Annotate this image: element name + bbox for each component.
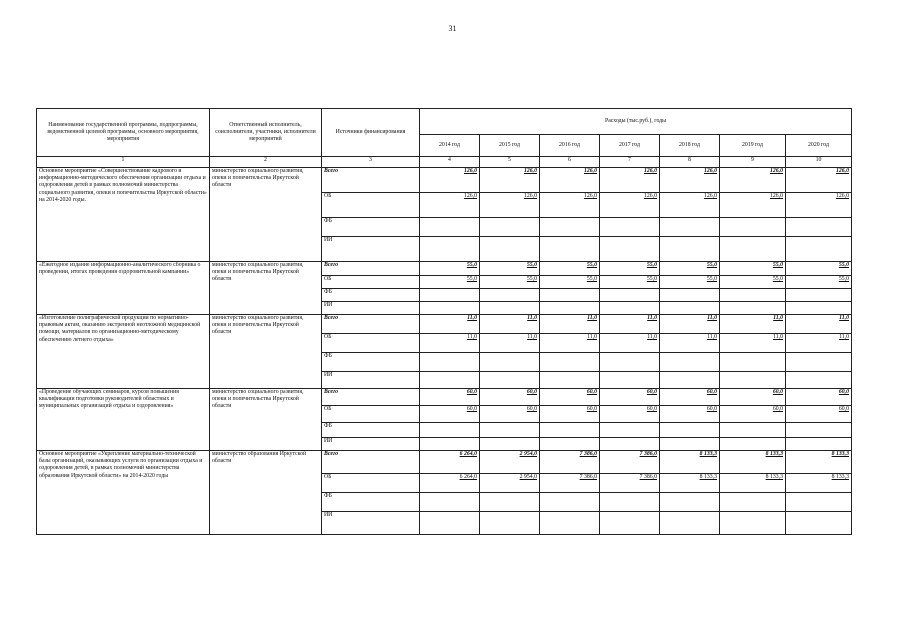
executor: министерство социального развития, опеки и попечительства Иркутской области (210, 315, 322, 389)
amount-empty (660, 218, 720, 237)
amount-ob: 55,0 (540, 276, 600, 289)
header-year: 2014 год (420, 135, 480, 157)
amount-empty (720, 218, 786, 237)
amount-total: 11,0 (540, 315, 600, 334)
amount-total: 8 133,3 (720, 451, 786, 474)
amount-total: 60,0 (480, 389, 540, 406)
amount-empty (600, 512, 660, 535)
amount-empty (720, 493, 786, 512)
funding-source-fb: ФБ (322, 493, 420, 512)
amount-empty (660, 353, 720, 372)
amount-total: 7 386,0 (600, 451, 660, 474)
amount-empty (660, 289, 720, 302)
amount-empty (480, 218, 540, 237)
column-number: 1 (37, 157, 210, 168)
header-name: Наименование государственной программы, подпрограммы, ведомственной целевой программы, основного мероприятия, мероприятия (37, 109, 210, 157)
amount-ob: 11,0 (660, 334, 720, 353)
header-year: 2019 год (720, 135, 786, 157)
funding-source-fb: ФБ (322, 289, 420, 302)
amount-empty (600, 353, 660, 372)
amount-total: 2 954,0 (480, 451, 540, 474)
header-year: 2015 год (480, 135, 540, 157)
column-number: 6 (540, 157, 600, 168)
amount-ob: 55,0 (720, 276, 786, 289)
amount-empty (540, 353, 600, 372)
amount-empty (420, 237, 480, 262)
amount-empty (786, 289, 852, 302)
header-year: 2020 год (786, 135, 852, 157)
amount-ob: 126,0 (660, 193, 720, 218)
funding-source-total: Всего (322, 168, 420, 193)
amount-empty (786, 512, 852, 535)
amount-empty (600, 493, 660, 512)
funding-source-ob: ОБ (322, 193, 420, 218)
column-number: 7 (600, 157, 660, 168)
amount-total: 11,0 (660, 315, 720, 334)
amount-empty (420, 438, 480, 451)
amount-empty (480, 438, 540, 451)
column-number: 9 (720, 157, 786, 168)
funding-source-total: Всего (322, 315, 420, 334)
amount-empty (600, 302, 660, 315)
amount-ob: 126,0 (420, 193, 480, 218)
amount-ob: 126,0 (786, 193, 852, 218)
amount-empty (786, 353, 852, 372)
amount-total: 55,0 (786, 262, 852, 276)
executor: министерство социального развития, опеки и попечительства Иркутской области (210, 262, 322, 315)
amount-empty (660, 237, 720, 262)
table-row (37, 315, 852, 334)
amount-empty (600, 218, 660, 237)
amount-ob: 8 133,3 (786, 474, 852, 493)
measure-name: Основное мероприятие «Совершенствование кадрового и информационно-методического обеспечения организации отдыха и оздоровления детей в рамках полномочий министерства социального развития, опеки и попечительства Иркутской области» на 2014-2020 годы. (37, 168, 210, 262)
amount-total: 60,0 (786, 389, 852, 406)
amount-total: 55,0 (480, 262, 540, 276)
funding-source-fb: ФБ (322, 423, 420, 438)
amount-total: 60,0 (540, 389, 600, 406)
executor: министерство социального развития, опеки и попечительства Иркутской области (210, 389, 322, 451)
amount-ob: 8 133,3 (660, 474, 720, 493)
funding-source-ii: ИИ (322, 237, 420, 262)
column-number: 10 (786, 157, 852, 168)
amount-total: 55,0 (600, 262, 660, 276)
amount-total: 11,0 (600, 315, 660, 334)
amount-empty (786, 302, 852, 315)
amount-empty (480, 302, 540, 315)
amount-empty (600, 423, 660, 438)
amount-empty (540, 512, 600, 535)
table-row (37, 262, 852, 276)
header-year: 2016 год (540, 135, 600, 157)
table-row (37, 451, 852, 474)
amount-empty (420, 353, 480, 372)
amount-empty (660, 302, 720, 315)
amount-total: 126,0 (786, 168, 852, 193)
amount-total: 126,0 (660, 168, 720, 193)
amount-empty (480, 289, 540, 302)
amount-ob: 126,0 (720, 193, 786, 218)
measure-name: «Изготовление полиграфической продукции по нормативно-правовым актам, оказанию экстренной неотложной медицинской помощи, материалов по организационно-методическому обеспечению летнего отдыха» (37, 315, 210, 389)
amount-total: 8 133,3 (660, 451, 720, 474)
amount-total: 11,0 (420, 315, 480, 334)
amount-empty (540, 289, 600, 302)
amount-total: 55,0 (420, 262, 480, 276)
amount-empty (720, 423, 786, 438)
amount-ob: 126,0 (540, 193, 600, 218)
column-number: 2 (210, 157, 322, 168)
amount-empty (480, 512, 540, 535)
amount-empty (480, 423, 540, 438)
amount-empty (600, 237, 660, 262)
funding-source-ob: ОБ (322, 334, 420, 353)
amount-empty (480, 353, 540, 372)
amount-empty (420, 493, 480, 512)
amount-total: 55,0 (660, 262, 720, 276)
amount-total: 11,0 (786, 315, 852, 334)
funding-source-total: Всего (322, 389, 420, 406)
amount-empty (540, 493, 600, 512)
amount-empty (660, 372, 720, 389)
amount-ob: 55,0 (600, 276, 660, 289)
amount-ob: 60,0 (660, 406, 720, 423)
amount-ob: 55,0 (786, 276, 852, 289)
amount-total: 126,0 (720, 168, 786, 193)
amount-total: 126,0 (540, 168, 600, 193)
amount-empty (720, 237, 786, 262)
funding-source-total: Всего (322, 451, 420, 474)
funding-source-ob: ОБ (322, 276, 420, 289)
amount-ob: 55,0 (420, 276, 480, 289)
column-number: 3 (322, 157, 420, 168)
executor: министерство образования Иркутской области (210, 451, 322, 535)
funding-source-ii: ИИ (322, 512, 420, 535)
amount-total: 7 386,0 (540, 451, 600, 474)
amount-ob: 7 386,0 (600, 474, 660, 493)
header-expenses: Расходы (тыс.руб.), годы (420, 109, 852, 135)
funding-source-ii: ИИ (322, 372, 420, 389)
amount-ob: 2 954,0 (480, 474, 540, 493)
executor: министерство социального развития, опеки и попечительства Иркутской области (210, 168, 322, 262)
amount-ob: 60,0 (540, 406, 600, 423)
amount-empty (786, 423, 852, 438)
funding-source-ob: ОБ (322, 474, 420, 493)
amount-total: 126,0 (420, 168, 480, 193)
amount-empty (540, 302, 600, 315)
amount-empty (600, 438, 660, 451)
amount-empty (786, 218, 852, 237)
budget-table (36, 108, 852, 535)
header-executor: Ответственный исполнитель, соисполнители, участники, исполнители мероприятий (210, 109, 322, 157)
amount-empty (420, 289, 480, 302)
amount-empty (720, 289, 786, 302)
amount-total: 6 264,0 (420, 451, 480, 474)
amount-ob: 8 133,3 (720, 474, 786, 493)
amount-total: 60,0 (600, 389, 660, 406)
amount-total: 55,0 (540, 262, 600, 276)
amount-ob: 11,0 (420, 334, 480, 353)
amount-empty (660, 423, 720, 438)
amount-empty (480, 237, 540, 262)
amount-ob: 11,0 (720, 334, 786, 353)
amount-total: 11,0 (480, 315, 540, 334)
funding-source-ob: ОБ (322, 406, 420, 423)
amount-empty (480, 372, 540, 389)
amount-total: 60,0 (420, 389, 480, 406)
amount-total: 8 133,3 (786, 451, 852, 474)
header-source: Источники финансирования (322, 109, 420, 157)
amount-ob: 60,0 (420, 406, 480, 423)
funding-source-ii: ИИ (322, 302, 420, 315)
amount-empty (540, 423, 600, 438)
amount-ob: 60,0 (720, 406, 786, 423)
amount-ob: 55,0 (480, 276, 540, 289)
funding-source-total: Всего (322, 262, 420, 276)
amount-empty (540, 218, 600, 237)
amount-empty (660, 493, 720, 512)
amount-total: 126,0 (480, 168, 540, 193)
measure-name: «Проведение обучающих семинаров, курсов повышения квалификации подготовки руководителей областных и муниципальных организаций отдыха и оздоровления» (37, 389, 210, 451)
amount-empty (540, 372, 600, 389)
amount-ob: 6 264,0 (420, 474, 480, 493)
amount-ob: 11,0 (786, 334, 852, 353)
column-number: 8 (660, 157, 720, 168)
amount-total: 60,0 (720, 389, 786, 406)
amount-empty (420, 372, 480, 389)
amount-empty (600, 289, 660, 302)
amount-empty (720, 438, 786, 451)
amount-empty (786, 438, 852, 451)
amount-ob: 7 386,0 (540, 474, 600, 493)
funding-source-ii: ИИ (322, 438, 420, 451)
amount-ob: 126,0 (600, 193, 660, 218)
amount-ob: 55,0 (660, 276, 720, 289)
table-row (37, 389, 852, 406)
amount-ob: 60,0 (786, 406, 852, 423)
amount-ob: 11,0 (600, 334, 660, 353)
header-year: 2017 год (600, 135, 660, 157)
amount-empty (420, 302, 480, 315)
header-year: 2018 год (660, 135, 720, 157)
amount-empty (420, 218, 480, 237)
amount-total: 126,0 (600, 168, 660, 193)
amount-empty (720, 302, 786, 315)
amount-ob: 60,0 (480, 406, 540, 423)
amount-ob: 11,0 (540, 334, 600, 353)
amount-empty (660, 512, 720, 535)
amount-empty (660, 438, 720, 451)
amount-empty (720, 512, 786, 535)
measure-name: Основное мероприятие «Укрепление материально-технической базы организаций, оказывающих услуги по организации отдыха и оздоровления детей, в рамках полномочий министерства образования Иркутской области» на 2014-2020 годы (37, 451, 210, 535)
amount-empty (786, 372, 852, 389)
amount-ob: 11,0 (480, 334, 540, 353)
amount-empty (720, 372, 786, 389)
amount-total: 60,0 (660, 389, 720, 406)
amount-empty (720, 353, 786, 372)
amount-empty (420, 423, 480, 438)
measure-name: «Ежегодное издание информационно-аналитического сборника о проведении, итогах проведения оздоровительной кампании» (37, 262, 210, 315)
table-row (37, 168, 852, 193)
amount-empty (786, 237, 852, 262)
amount-ob: 126,0 (480, 193, 540, 218)
column-number: 4 (420, 157, 480, 168)
funding-source-fb: ФБ (322, 353, 420, 372)
amount-ob: 60,0 (600, 406, 660, 423)
amount-empty (420, 512, 480, 535)
amount-total: 55,0 (720, 262, 786, 276)
amount-empty (480, 493, 540, 512)
amount-empty (540, 237, 600, 262)
column-number: 5 (480, 157, 540, 168)
amount-empty (786, 493, 852, 512)
amount-empty (540, 438, 600, 451)
amount-empty (600, 372, 660, 389)
funding-source-fb: ФБ (322, 218, 420, 237)
amount-total: 11,0 (720, 315, 786, 334)
page-number: 31 (448, 24, 457, 33)
